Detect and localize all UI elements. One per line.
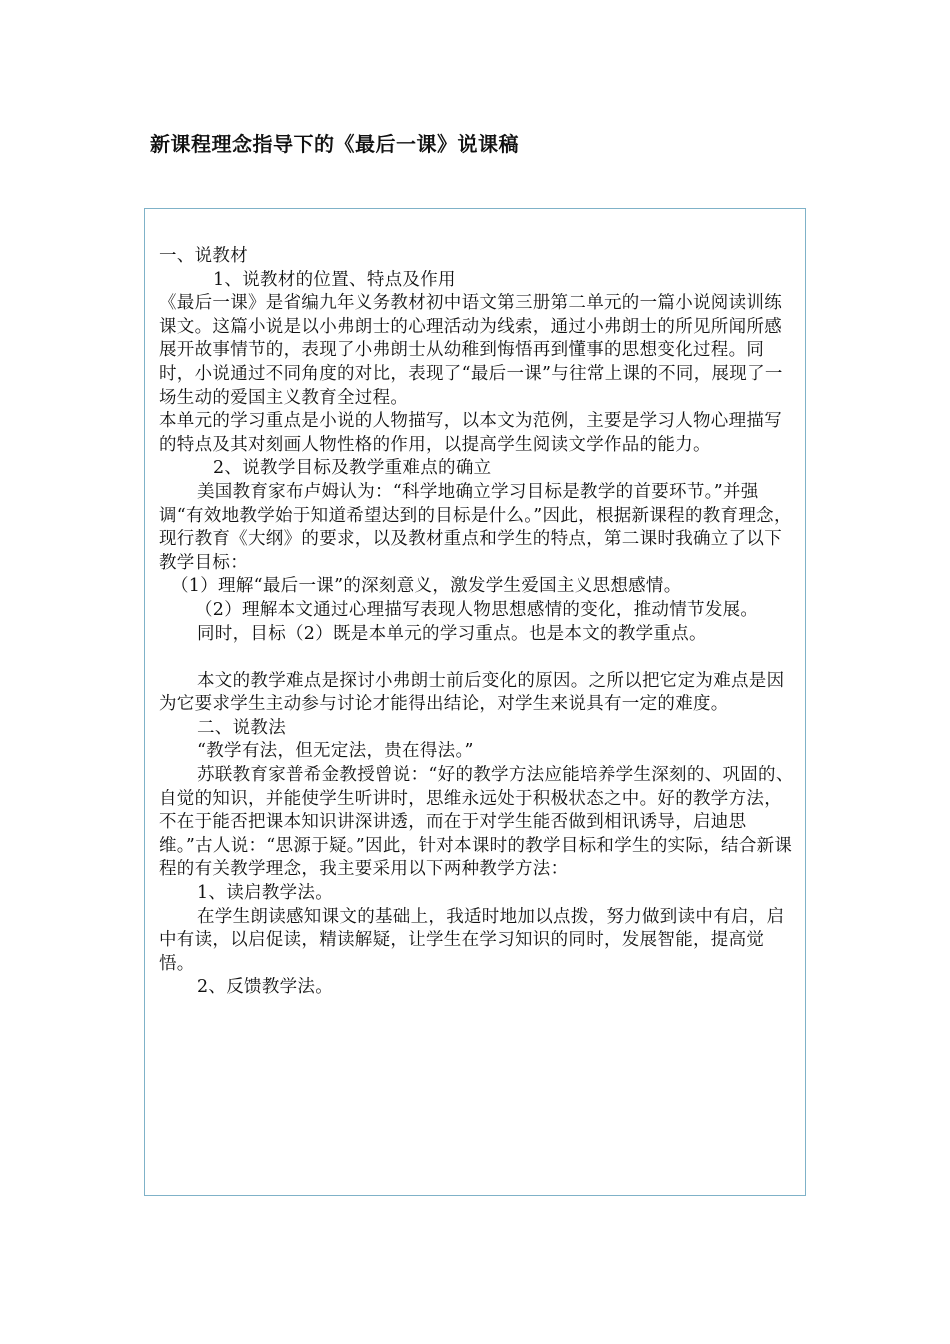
method-heading-1: 1、读启教学法。 (197, 883, 334, 904)
document-title: 新课程理念指导下的《最后一课》说课稿 (150, 132, 519, 156)
paragraph-quote: “教学有法，但无定法，贵在得法。” (197, 741, 474, 762)
paragraph-soviet-educator: 苏联教育家普希金教授曾说：“好的教学方法应能培养学生深刻的、巩固的、自觉的知识，并能使学生听讲时，思维永远处于积极状态之中。好的教学方法，不在于能否把课本知识讲深讲透，而在于对学生能否做到相讯诱导，启迪思维。”古人说：“思源于疑。”因此，针对本课时的教学目标和学生的实际，结合新课程的有关教学理念，我主要采用以下两种教学方法： (159, 765, 794, 880)
paragraph-unit-focus: 本单元的学习重点是小说的人物描写，以本文为范例，主要是学习人物心理描写的特点及其对刻画人物性格的作用，以提高学生阅读文学作品的能力。 (159, 411, 782, 455)
objective-2: （2）理解本文通过心理描写表现人物思想感情的变化，推动情节发展。 (195, 599, 759, 620)
section-heading-method: 二、说教法 (197, 717, 286, 738)
paragraph-method-1: 在学生朗读感知课文的基础上，我适时地加以点拨，努力做到读中有启，启中有读，以启促读，精读解疑，让学生在学习知识的同时，发展智能，提高觉悟。 (159, 906, 785, 974)
paragraph-difficulty: 本文的教学难点是探讨小弗朗士前后变化的原因。之所以把它定为难点是因为它要求学生主动参与讨论才能得出结论，对学生来说具有一定的难度。 (159, 670, 785, 715)
section-heading-textbook: 一、说教材 (159, 246, 248, 266)
content-box (144, 208, 806, 1196)
method-heading-2: 2、反馈教学法。 (197, 977, 334, 998)
objective-1: （1）理解“最后一课”的深刻意义，激发学生爱国主义思想感情。 (171, 576, 682, 597)
paragraph-intro: 《最后一课》是省编九年义务教材初中语文第三册第二单元的一篇小说阅读训练课文。这篇小说是以小弗朗士的心理活动为线索，通过小弗朗士的所见所闻所感展开故事情节的，表现了小弗朗士从幼稚到悔悟再到懂事的思想变化过程。同时，小说通过不同角度的对比，表现了“最后一课”与往常上课的不同，展现了一场生动的爱国主义教育全过程。 (159, 293, 783, 408)
subheading-objectives: 2、说教学目标及教学重难点的确立 (213, 458, 492, 479)
paragraph-key-point: 同时，目标（2）既是本单元的学习重点。也是本文的教学重点。 (197, 623, 707, 644)
subheading-position: 1、说教材的位置、特点及作用 (213, 269, 456, 290)
blank-line (159, 646, 795, 670)
paragraph-bloom: 美国教育家布卢姆认为：“科学地确立学习目标是教学的首要环节。”并强调“有效地教学始于知道希望达到的目标是什么。”因此，根据新课程的教育理念，现行教育《大纲》的要求，以及教材重点和学生的特点，第二课时我确立了以下教学目标： (159, 481, 792, 573)
